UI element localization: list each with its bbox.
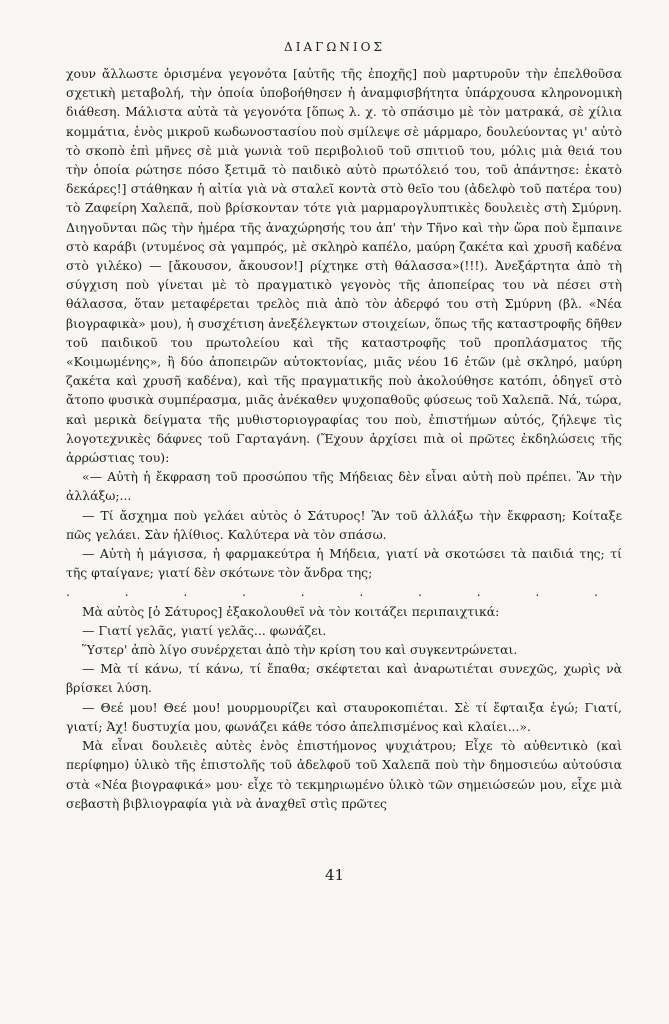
- running-header: ΔΙΑΓΩΝΙΟΣ: [284, 40, 385, 54]
- quote-line-4: Μὰ αὐτὸς [ὁ Σάτυρος] ἐξακολουθεῖ νὰ τὸν κοιτάζει περιπαιχτικά:: [82, 603, 500, 619]
- paragraph-2: Μὰ εἶναι δουλειὲς αὐτὲς ἑνὸς ἐπιστήμονος ψυχιάτρου; Εἶχε τὸ αὐθεντικὸ (καὶ περίφημο) ὑλικὸ τῆς ἐπιστολῆς τοῦ ἀδελφοῦ τοῦ Χαλεπᾶ ποὺ τὴν δημοσιεύω αὐτούσια στὰ «Νέα βιογραφικά» μου· εἶχε τὸ τεκμηριωμένο ὑλικὸ τῶν σημειώσεών μου, εἶχε μιὰ σεβαστὴ βιβλιογραφία γιὰ νὰ ἀναχθεῖ στὶς πρῶτες: [66, 738, 622, 811]
- quote-line-8: — Θεέ μου! Θεέ μου! μουρμουρίζει καὶ σταυροκοπιέται. Σὲ τί ἔφταιξα ἐγώ; Γιατί, γιατί; Ἀχ! δυστυχία μου, φωνάζει κάθε τόσο ἀπελπισμένος καὶ κλαίει...».: [66, 699, 622, 734]
- quote-line-6: Ὕστερ' ἀπὸ λίγο συνέρχεται ἀπὸ τὴν κρίση του καὶ συγκεντρώνεται.: [82, 642, 518, 658]
- quote-line-3: — Αὐτὴ ἡ μάγισσα, ἡ φαρμακεύτρα ἡ Μήδεια, γιατί νὰ σκοτώσει τὰ παιδιά της; τί τῆς φταίγανε; γιατί δὲν σκότωνε τὸν ἄνδρα της;: [66, 546, 622, 581]
- paragraph-1: χουν ἄλλωστε ὁρισμένα γεγονότα [αὐτῆς τῆς ἐποχῆς] ποὺ μαρτυροῦν τὴν ἐπελθοῦσα σχετικὴ μεταβολή, τὴν ὁποία ὑποβοήθησεν ἡ ἀναμφισβήτητα ὑπάρχουσα κληρονομικὴ διάθεση. Μάλιστα αὐτὰ τὰ γεγονότα [ὅπως λ. χ. τὸ σπάσιμο μὲ τὸν ματρακά, σὲ χίλια κομμάτια, ἑνὸς μικροῦ κωδωνοστασίου ποὺ σμίλεψε σὲ μάρμαρο, δουλεύοντας γι' αὐτὸ τὸ σκοπὸ ἐπὶ μῆνες σὲ μιὰ γωνιὰ τοῦ περιβολιοῦ τοῦ σπιτιοῦ του, μόλις μιὰ θειά του τὴν ὁποία ρώτησε πόσο ξετιμᾶ τὸ παιδικὸ αὐτὸ πρωτόλειό του, τοῦ ἀπάντησε: ἑκατὸ δεκάρες!] στάθηκαν ἡ αἰτία γιὰ νὰ σταλεῖ κοντὰ στὸ θεῖο του (ἀδελφὸ τοῦ πατέρα του) τὸ Ζαφείρη Χαλεπᾶ, ποὺ βρίσκονταν τότε γιὰ μαρμαρογλυπτικὲς δουλειὲς στὴ Σμύρνη. Διηγοῦνται πῶς τὴν ἡμέρα τῆς ἀναχώρησής του ἀπ' τὴν Τῆνο καὶ τὴν ὥρα ποὺ ἔμπαινε στὸ καράβι (ντυμένος σὰ γαμπρός, μὲ σκληρὸ καπέλο, μαύρη ζακέτα καὶ χρυσῆ καδένα στὸ γιλέκο) — [ἄκουσον, ἄκουσον!] ρίχτηκε στὴ θάλασσα»(!!!). Ἀνεξάρτητα ἀπὸ τὴ σύγχιση ποὺ γίνεται μὲ τὸ πραγματικὸ γεγονὸς τῆς ἀποπείρας του νὰ πέσει στὴ θάλασσα, ὅταν μεταφέρεται τρελὸς πιὰ ἀπὸ τὸν ἀδερφό του στὴ Σμύρνη (βλ. «Νέα βιογραφικὰ» μου), ἡ συσχέτιση ἀνεξέλεγκτων στοιχείων, ὅπως τῆς καταστροφῆς δῆθεν τοῦ παιδικοῦ του πρωτολείου καὶ τῆς καταστροφῆς τοῦ προπλάσματος τῆς «Κοιμωμένης», ἢ δύο ἀποπειρῶν αὐτοκτονίας, μιᾶς νέου 16 ἐτῶν (μὲ σκληρό, μαύρη ζακέτα καὶ χρυσῆ καδένα), καὶ τῆς πραγματικῆς ποὺ ἀκολούθησε κατόπι, ὁδηγεῖ στὸ ἄτοπο φυσικὰ συμπέρασμα, μιᾶς ἀνέκαθεν ψυχοπαθοῦς φύσεως τοῦ Χαλεπᾶ. Νά, τώρα, καὶ μερικὰ δείγματα τῆς μυθιστοριογραφίας του ποὺ, ἐπιστήμων αὐτός, ζήλεψε τὶς λογοτεχνικὲς δάφνες τοῦ Γαρταγάνη. (Ἔχουν ἀρχίσει πιὰ οἱ πρῶτες ἐκδηλώσεις τῆς ἀρρώστιας του):: [66, 66, 622, 466]
- quote-line-1: «— Αὐτὴ ἡ ἔκφραση τοῦ προσώπου τῆς Μήδειας δὲν εἶναι αὐτὴ ποὺ πρέπει. Ἂν τὴν ἀλλάξω;...: [66, 469, 622, 504]
- ellipsis-separator: . . . . . . . . . .: [66, 584, 622, 600]
- quote-line-7: — Μὰ τί κάνω, τί κάνω, τί ἔπαθα; σκέφτεται καὶ ἀναρωτιέται συνεχῶς, χωρὶς νὰ βρίσκει λύση.: [66, 661, 622, 696]
- quote-line-2: — Τί ἄσχημα ποὺ γελάει αὐτὸς ὁ Σάτυρος! Ἂν τοῦ ἀλλάξω τὴν ἔκφραση; Κοίταξε πῶς γελάει. Σὰν ἠλίθιος. Καλύτερα νὰ τὸν σπάσω.: [66, 507, 622, 542]
- quote-line-5: — Γιατί γελᾶς, γιατί γελᾶς... φωνάζει.: [82, 622, 327, 638]
- page-body: [66, 64, 622, 813]
- page-number: 41: [324, 866, 345, 884]
